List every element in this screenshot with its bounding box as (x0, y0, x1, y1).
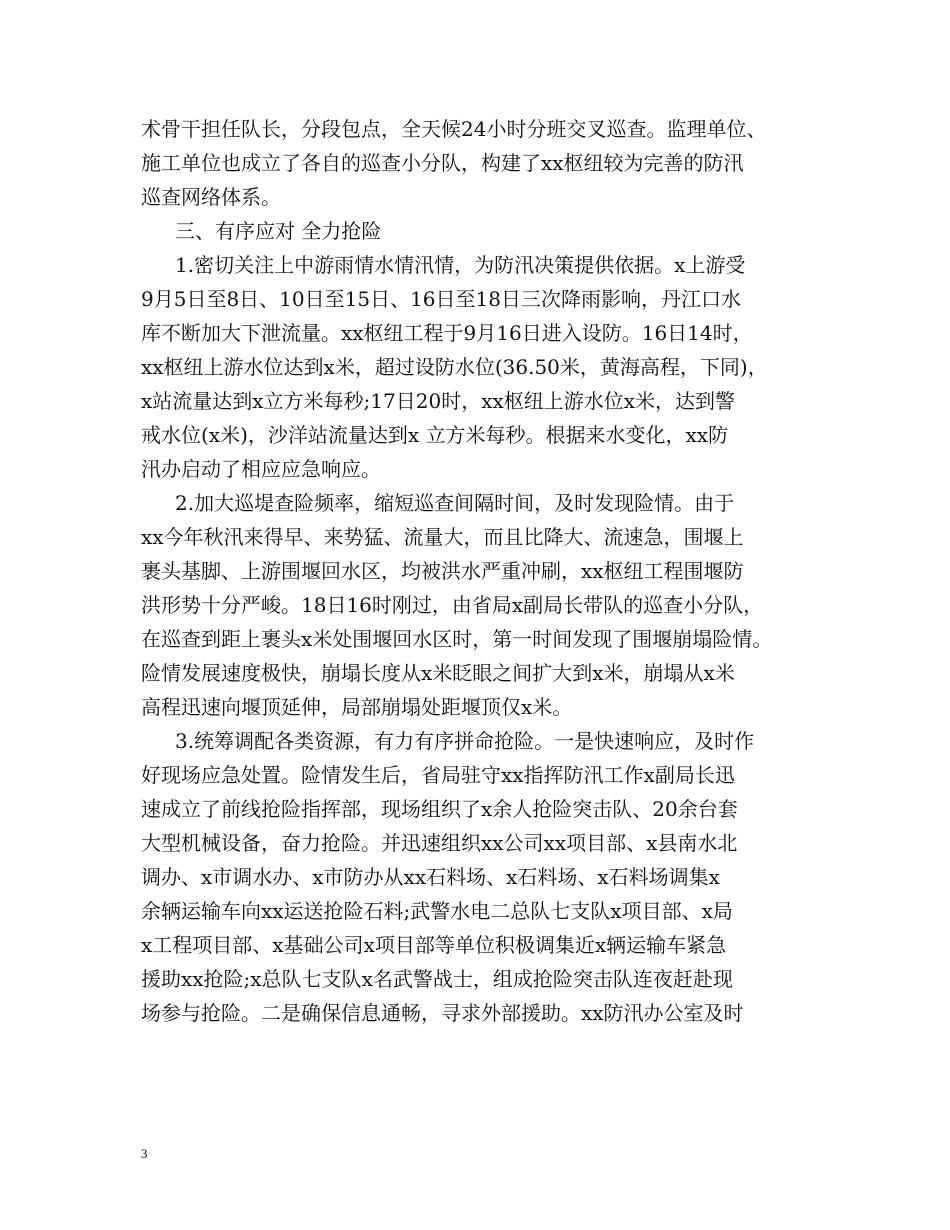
text-line: 裹头基脚、上游围堰回水区，均被洪水严重冲刷，xx枢纽工程围堰防 (141, 559, 744, 583)
text-line: 巡查网络体系。 (141, 185, 281, 209)
text-line: 高程迅速向堰顶延伸，局部崩塌处距堰顶仅x米。 (141, 695, 573, 719)
text-line: 余辆运输车向xx运送抢险石料;武警水电二总队七支队x项目部、x局 (141, 899, 733, 923)
text-line: 大型机械设备，奋力抢险。并迅速组织xx公司xx项目部、x县南水北 (141, 831, 738, 855)
page-number: 3 (141, 1146, 148, 1161)
text-line: 3.统筹调配各类资源，有力有序拼命抢险。一是快速响应，及时作 (175, 729, 755, 753)
document-body (141, 112, 817, 1030)
text-line: 术骨干担任队长，分段包点，全天候24小时分班交叉巡查。监理单位、 (141, 117, 767, 141)
text-line: 戒水位(x米)，沙洋站流量达到x 立方米每秒。根据来水变化，xx防 (141, 423, 729, 447)
text-line: 库不断加大下泄流量。xx枢纽工程于9月16日进入设防。16日14时， (141, 321, 753, 345)
text-line: 场参与抢险。二是确保信息通畅，寻求外部援助。xx防汛办公室及时 (141, 1001, 744, 1025)
text-line: 援助xx抢险;x总队七支队x名武警战士，组成抢险突击队连夜赶赴现 (141, 967, 733, 991)
text-line: 汛办启动了相应应急响应。 (141, 457, 381, 481)
text-line: 好现场应急处置。险情发生后，省局驻守xx指挥防汛工作x副局长迅 (141, 763, 735, 787)
text-line: 1.密切关注上中游雨情水情汛情，为防汛决策提供依据。x上游受 (175, 253, 746, 277)
text-line: 洪形势十分严峻。18日16时刚过，由省局x副局长带队的巡查小分队， (141, 593, 764, 617)
text-line: 在巡查到距上裹头x米处围堰回水区时，第一时间发现了围堰崩塌险情。 (141, 627, 773, 651)
text-line: 施工单位也成立了各自的巡查小分队，构建了xx枢纽较为完善的防汛 (141, 151, 744, 175)
text-line: 调办、x市调水办、x市防办从xx石料场、x石料场、x石料场调集x (141, 865, 720, 889)
section-heading: 三、有序应对 全力抢险 (175, 219, 382, 243)
text-line: xx今年秋汛来得早、来势猛、流量大，而且比降大、流速急，围堰上 (141, 525, 744, 549)
text-line: xx枢纽上游水位达到x米，超过设防水位(36.50米，黄海高程，下同)， (141, 355, 768, 379)
text-line: 9月5日至8日、10日至15日、16日至18日三次降雨影响，丹江口水 (141, 287, 741, 311)
text-line: x工程项目部、x基础公司x项目部等单位积极调集近x辆运输车紧急 (141, 933, 727, 957)
text-line: 险情发展速度极快，崩塌长度从x米眨眼之间扩大到x米，崩塌从x米 (141, 661, 735, 685)
text-line: 速成立了前线抢险指挥部，现场组织了x余人抢险突击队、20余台套 (141, 797, 738, 821)
text-line: 2.加大巡堤查险频率，缩短巡查间隔时间，及时发现险情。由于 (175, 491, 735, 515)
text-line: x站流量达到x立方米每秒;17日20时，xx枢纽上游水位x米，达到警 (141, 389, 736, 413)
